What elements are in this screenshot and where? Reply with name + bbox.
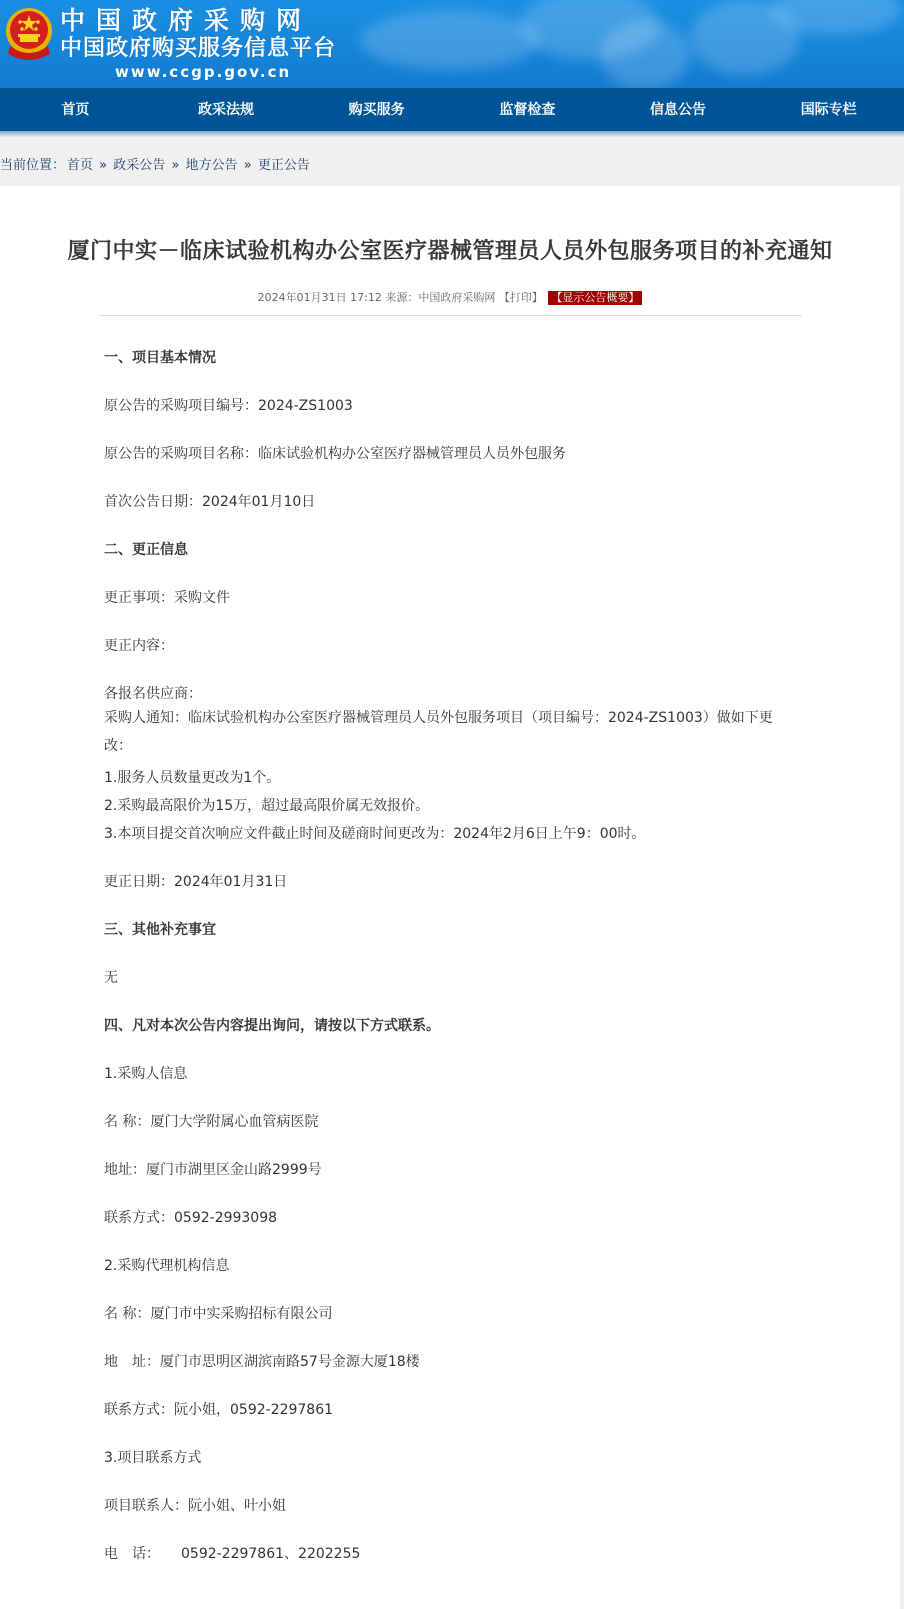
paragraph: 联系方式：0592-2993098 <box>104 1210 278 1226</box>
nav-item-home[interactable]: 首页 <box>61 102 90 118</box>
main-nav <box>0 88 904 131</box>
publish-datetime: 2024年01月31日 17:12 <box>257 291 382 304</box>
breadcrumb-home[interactable]: 首页 <box>67 158 94 173</box>
list-item: 3.本项目提交首次响应文件截止时间及磋商时间更改为：2024年2月6日上午9：00时。 <box>104 826 646 842</box>
breadcrumb-label: 当前位置： <box>0 158 66 173</box>
paragraph: 各报名供应商： <box>104 686 202 702</box>
paragraph: 3.项目联系方式 <box>104 1450 202 1466</box>
section-heading: 四、凡对本次公告内容提出询问，请按以下方式联系。 <box>104 1018 440 1034</box>
section-heading: 二、更正信息 <box>104 542 188 558</box>
nav-item-regulations[interactable]: 政采法规 <box>198 102 254 118</box>
paragraph: 电 话： 0592-2297861、2202255 <box>104 1546 361 1562</box>
nav-item-purchase-services[interactable]: 购买服务 <box>348 102 405 118</box>
breadcrumb <box>0 137 904 185</box>
paragraph: 名 称：厦门大学附属心血管病医院 <box>104 1114 319 1130</box>
paragraph: 更正日期：2024年01月31日 <box>104 874 288 890</box>
breadcrumb-correction[interactable]: 更正公告 <box>257 158 310 173</box>
paragraph: 联系方式：阮小姐，0592-2297861 <box>104 1402 334 1418</box>
paragraph: 无 <box>104 970 118 986</box>
breadcrumb-local[interactable]: 地方公告 <box>185 158 238 173</box>
nav-item-announcements[interactable]: 信息公告 <box>650 102 707 118</box>
paragraph: 原公告的采购项目编号：2024-ZS1003 <box>104 398 353 414</box>
list-item: 1.服务人员数量更改为1个。 <box>104 770 281 786</box>
site-banner <box>0 0 904 88</box>
logo-subtitle: 中国政府购买服务信息平台 <box>60 36 337 61</box>
paragraph: 2.采购代理机构信息 <box>104 1258 230 1274</box>
breadcrumb-gov-procurement[interactable]: 政采公告 <box>113 158 166 173</box>
paragraph: 地 址：厦门市思明区湖滨南路57号金源大厦18楼 <box>104 1354 420 1370</box>
national-emblem-icon <box>4 6 54 62</box>
breadcrumb-separator: » <box>99 158 108 173</box>
paragraph: 名 称：厦门市中实采购招标有限公司 <box>104 1306 333 1322</box>
source-label: 来源： <box>385 291 419 304</box>
paragraph: 1.采购人信息 <box>104 1066 188 1082</box>
article-container <box>0 186 900 1609</box>
breadcrumb-separator: » <box>243 158 252 173</box>
paragraph: 项目联系人：阮小姐、叶小姐 <box>104 1498 286 1514</box>
nav-item-supervision[interactable]: 监督检查 <box>499 102 556 118</box>
article-meta <box>0 289 900 305</box>
paragraph: 采购人通知：临床试验机构办公室医疗器械管理员人员外包服务项目（项目编号：2024-ZS1003）做如下更改： <box>104 710 773 754</box>
site-logo[interactable] <box>60 6 336 82</box>
article-body <box>104 348 794 1564</box>
section-heading: 三、其他补充事宜 <box>104 922 216 938</box>
nav-item-international[interactable]: 国际专栏 <box>800 102 857 118</box>
paragraph: 更正事项：采购文件 <box>104 590 230 606</box>
paragraph: 首次公告日期：2024年01月10日 <box>104 494 316 510</box>
title-divider <box>99 315 802 316</box>
paragraph: 地址：厦门市湖里区金山路2999号 <box>104 1162 322 1178</box>
logo-url: www.ccgp.gov.cn <box>115 63 292 81</box>
logo-title: 中国政府采购网 <box>60 6 313 35</box>
source-name: 中国政府采购网 <box>418 291 496 304</box>
breadcrumb-separator: » <box>171 158 180 173</box>
section-heading: 一、项目基本情况 <box>104 350 216 366</box>
show-summary-button[interactable]: 【显示公告概要】 <box>548 291 642 305</box>
list-item: 2.采购最高限价为15万，超过最高限价属无效报价。 <box>104 798 430 814</box>
paragraph: 更正内容： <box>104 638 174 654</box>
article-title: 厦门中实－临床试验机构办公室医疗器械管理员人员外包服务项目的补充通知 <box>67 239 833 264</box>
paragraph: 原公告的采购项目名称：临床试验机构办公室医疗器械管理员人员外包服务 <box>104 446 566 462</box>
print-link[interactable]: 【打印】 <box>498 291 543 304</box>
